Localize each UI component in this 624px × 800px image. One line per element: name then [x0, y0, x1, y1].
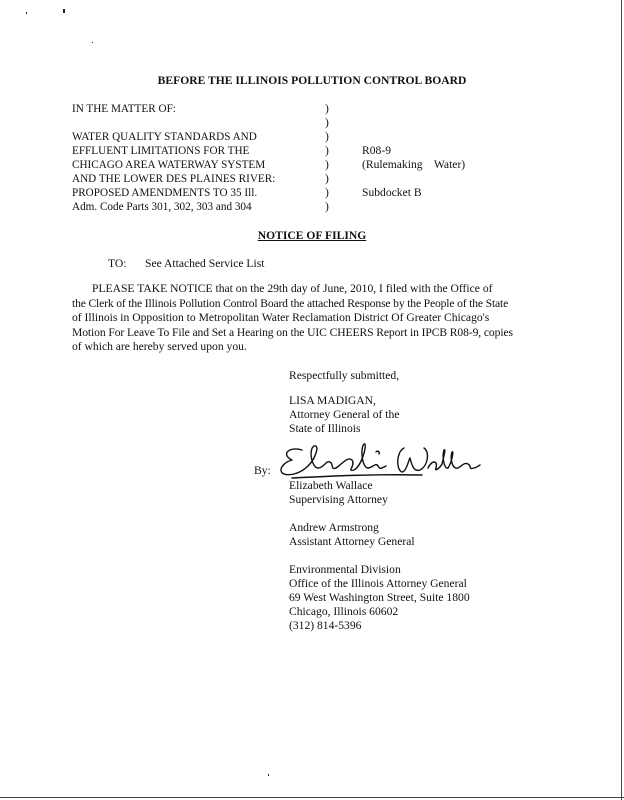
caption-line: EFFLUENT LIMITATIONS FOR THE — [72, 145, 250, 157]
scan-edge-right — [621, 0, 622, 800]
scan-speck — [26, 12, 27, 14]
caption-line: PROPOSED AMENDMENTS TO 35 Ill. — [72, 187, 258, 199]
body-line: of which are hereby served upon you. — [72, 340, 247, 354]
caption-paren: ) — [325, 130, 329, 143]
ag-title: Attorney General of the — [289, 408, 400, 421]
signatory-name: Elizabeth Wallace — [289, 479, 373, 492]
body-line: Motion For Leave To File and Set a Hearing on the UIC CHEERS Report in IPCB R08-9, copies — [72, 325, 513, 339]
second-attorney-title: Assistant Attorney General — [289, 535, 415, 548]
city-address: Chicago, Illinois 60602 — [289, 605, 399, 618]
notice-heading: NOTICE OF FILING — [257, 229, 367, 242]
body-line: of Illinois in Opposition to Metropolitan Water Reclamation District Of Greater Chicago's — [72, 311, 490, 325]
ag-name: LISA MADIGAN, — [289, 394, 376, 407]
division-name: Environmental Division — [289, 563, 401, 576]
to-value: See Attached Service List — [145, 257, 265, 270]
caption-paren: ) — [325, 144, 329, 157]
ag-state: State of Illinois — [289, 422, 361, 435]
body-line: PLEASE TAKE NOTICE that on the 29th day of June, 2010, I filed with the Office of — [92, 282, 493, 295]
subdocket: Subdocket B — [362, 186, 422, 199]
caption-line: IN THE MATTER OF: — [72, 103, 176, 115]
second-attorney-name: Andrew Armstrong — [289, 521, 379, 534]
document-title: BEFORE THE ILLINOIS POLLUTION CONTROL BOARD — [157, 74, 467, 87]
caption-line: CHICAGO AREA WATERWAY SYSTEM — [72, 159, 266, 171]
scan-speck — [63, 9, 65, 13]
notice-body — [72, 282, 548, 355]
caption-line: AND THE LOWER DES PLAINES RIVER: — [72, 173, 276, 185]
caption-line: WATER QUALITY STANDARDS AND — [72, 131, 257, 143]
case-type: (Rulemaking Water) — [362, 158, 466, 171]
phone-number: (312) 814-5396 — [289, 619, 362, 632]
caption-paren: ) — [325, 200, 329, 213]
by-label: By: — [254, 464, 271, 477]
handwritten-signature — [272, 438, 482, 484]
caption-paren: ) — [325, 158, 329, 171]
caption-line: Adm. Code Parts 301, 302, 303 and 304 — [72, 201, 252, 213]
body-line: the Clerk of the Illinois Pollution Control Board the attached Response by the People of the State — [72, 296, 509, 310]
scan-speck — [268, 774, 269, 776]
signatory-title: Supervising Attorney — [289, 493, 388, 506]
office-name: Office of the Illinois Attorney General — [289, 577, 467, 590]
to-label: TO: — [108, 257, 127, 270]
scan-edge-bottom — [0, 797, 624, 798]
case-number: R08-9 — [362, 144, 391, 157]
caption-paren: ) — [325, 172, 329, 185]
caption-paren: ) — [325, 116, 329, 129]
caption-paren: ) — [325, 186, 329, 199]
caption-paren: ) — [325, 102, 329, 115]
street-address: 69 West Washington Street, Suite 1800 — [289, 591, 470, 604]
closing: Respectfully submitted, — [289, 369, 400, 382]
scan-speck — [92, 42, 93, 43]
